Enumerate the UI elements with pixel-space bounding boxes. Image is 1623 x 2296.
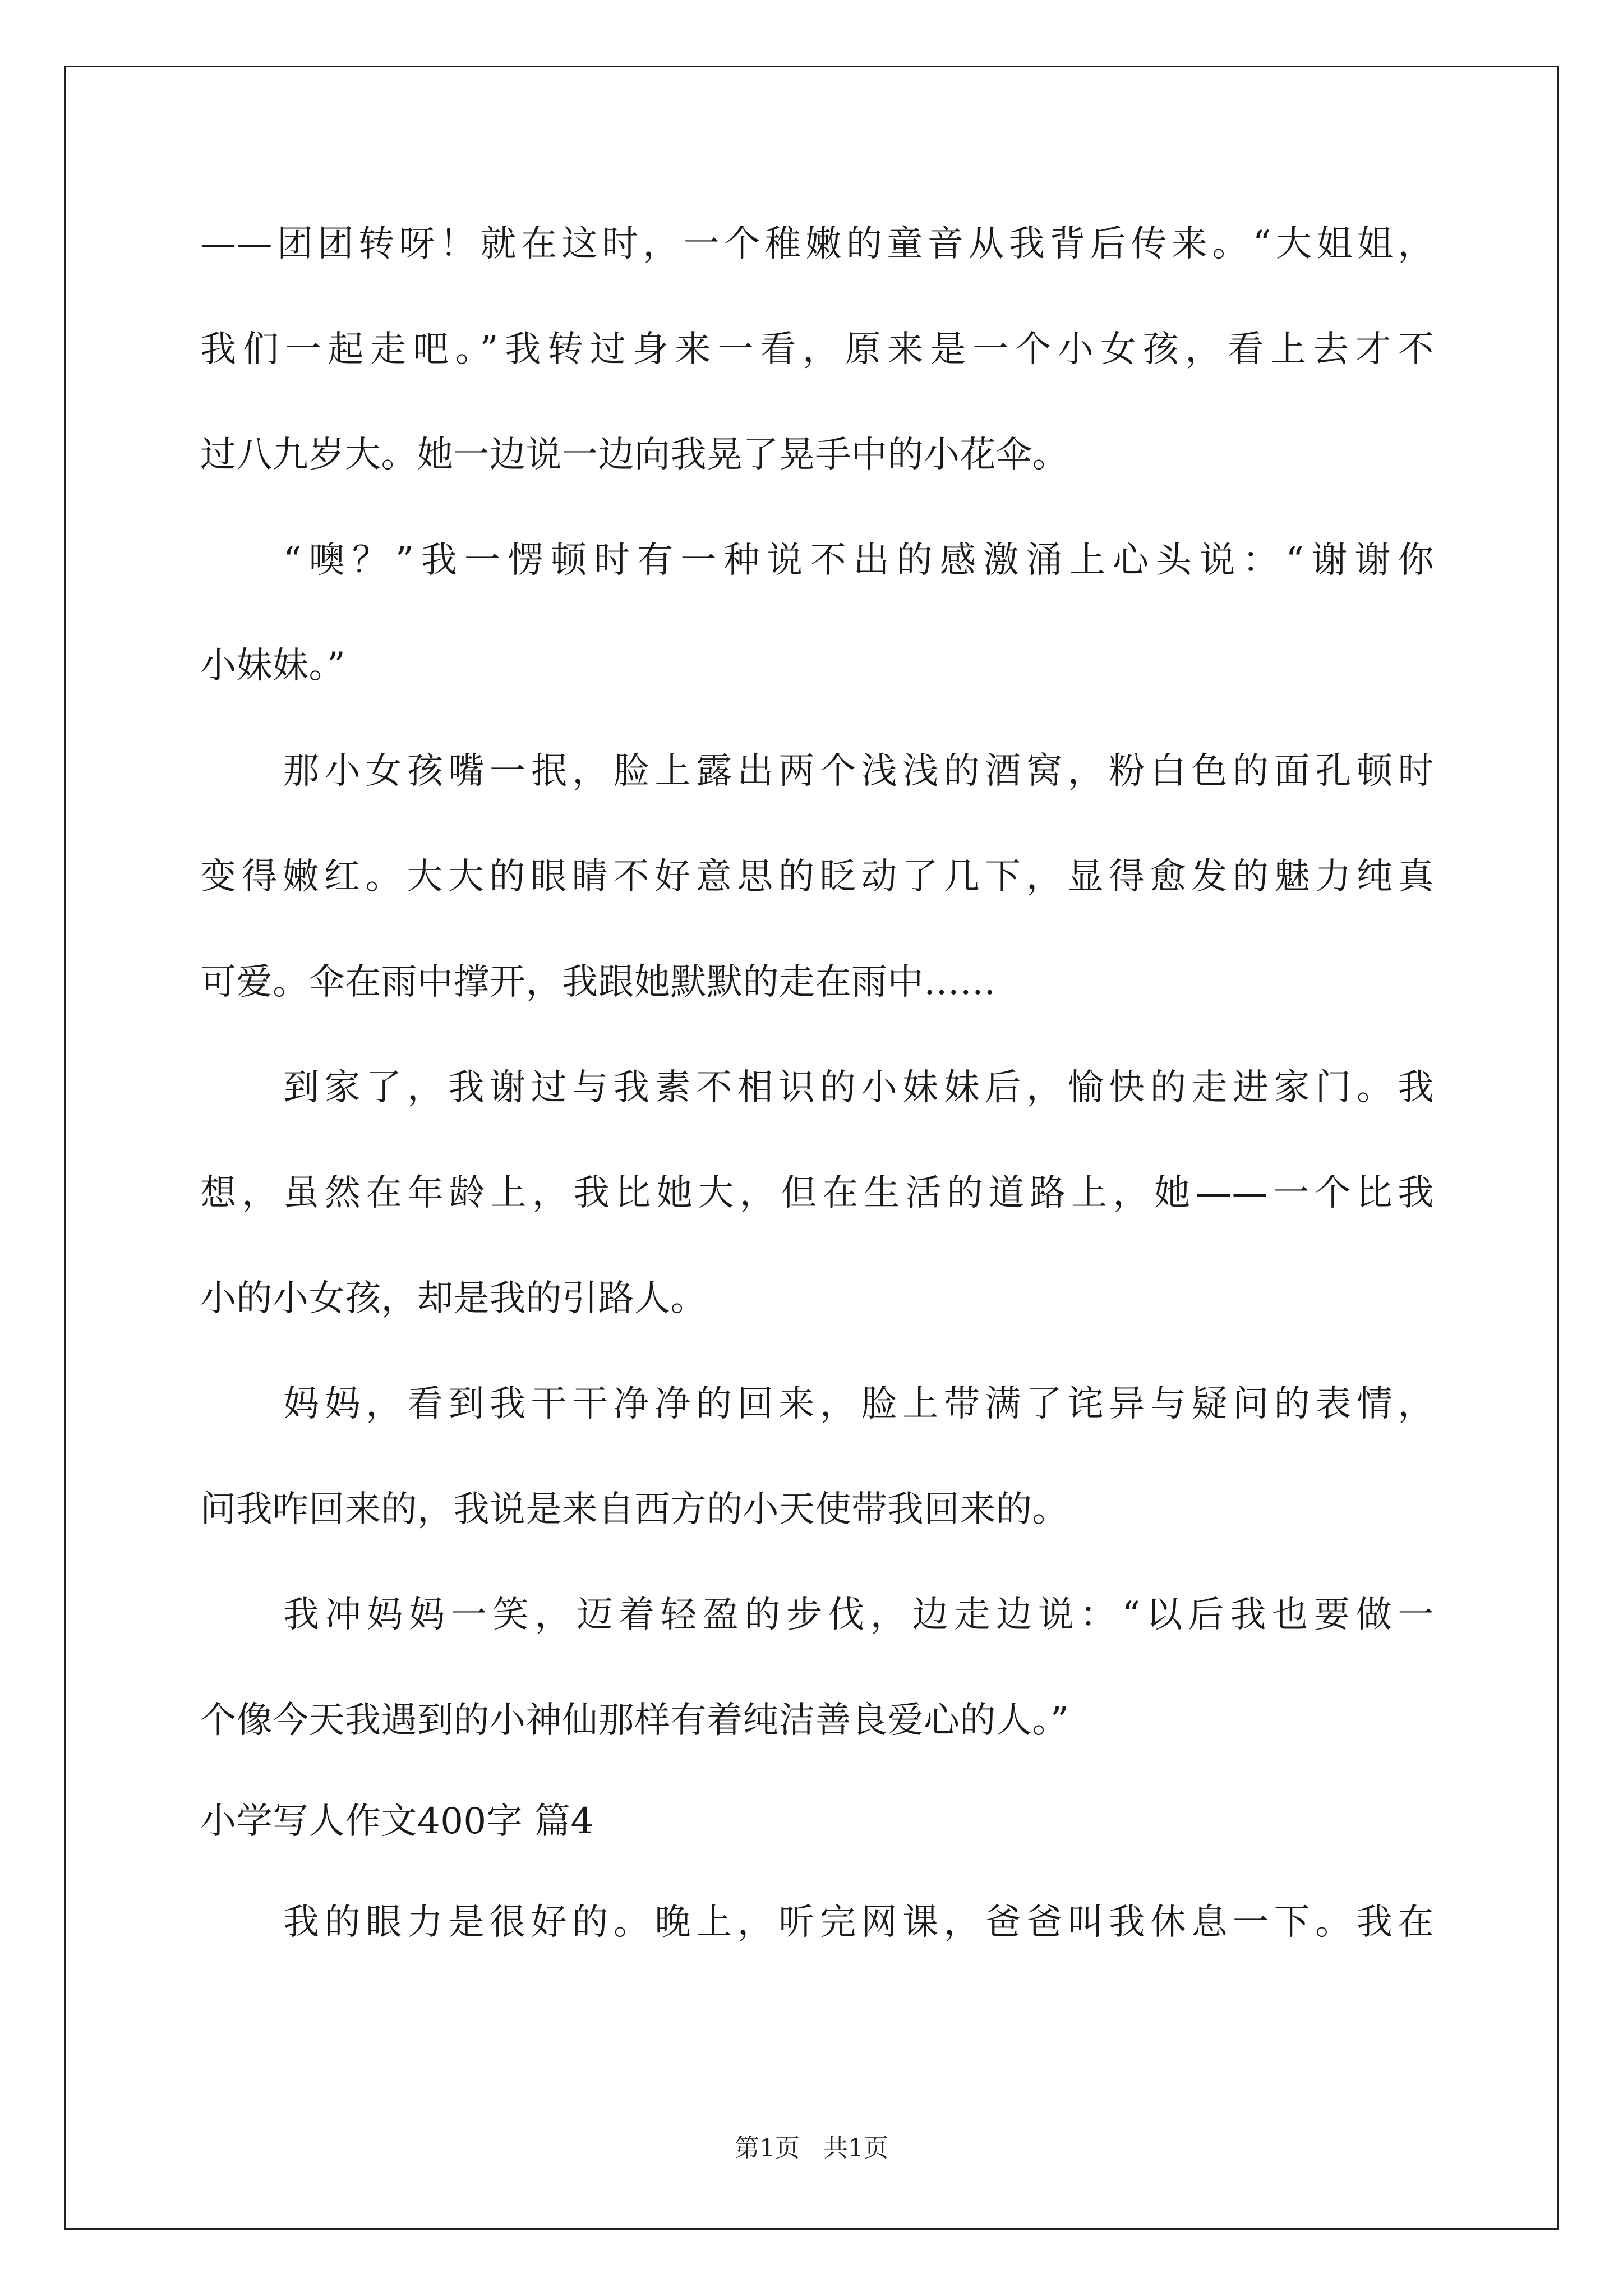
page-number: 第1页 (735, 2134, 800, 2162)
text-line: ——团团转呀！就在这时，一个稚嫩的童音从我背后传来。“大姐姐， (200, 223, 1434, 265)
text-line: 变得嫩红。大大的眼睛不好意思的眨动了几下，显得愈发的魅力纯真 (200, 856, 1434, 898)
page-total: 共1页 (823, 2134, 888, 2162)
page-footer (0, 2132, 1623, 2165)
text-line: 小的小女孩，却是我的引路人。 (200, 1278, 707, 1319)
text-line: 过八九岁大。她一边说一边向我晃了晃手中的小花伞。 (200, 434, 1068, 476)
text-line: 问我咋回来的，我说是来自西方的小天使带我回来的。 (200, 1489, 1068, 1530)
text-line: 妈妈，看到我干干净净的回来，脸上带满了诧异与疑问的表情， (283, 1383, 1434, 1425)
text-line: 到家了，我谢过与我素不相识的小妹妹后，愉快的走进家门。我 (283, 1067, 1434, 1108)
text-line: 那小女孩嘴一抿，脸上露出两个浅浅的酒窝，粉白色的面孔顿时 (283, 751, 1434, 792)
text-line: 想，虽然在年龄上，我比她大，但在生活的道路上，她——一个比我 (200, 1172, 1434, 1214)
text-line: 我的眼力是很好的。晚上，听完网课，爸爸叫我休息一下。我在 (283, 1902, 1434, 1943)
text-line: 可爱。伞在雨中撑开，我跟她默默的走在雨中…… (200, 961, 996, 1003)
text-line: 个像今天我遇到的小神仙那样有着纯洁善良爱心的人。” (200, 1700, 1069, 1741)
text-line: 我冲妈妈一笑，迈着轻盈的步伐，边走边说：“以后我也要做一 (283, 1594, 1434, 1636)
text-line: 我们一起走吧。”我转过身来一看，原来是一个小女孩，看上去才不 (200, 329, 1434, 370)
section-heading: 小学写人作文400字 篇4 (200, 1801, 594, 1842)
text-line: “噢？”我一愣顿时有一种说不出的感激涌上心头说：“谢谢你 (283, 540, 1434, 581)
text-line: 小妹妹。” (200, 645, 346, 687)
